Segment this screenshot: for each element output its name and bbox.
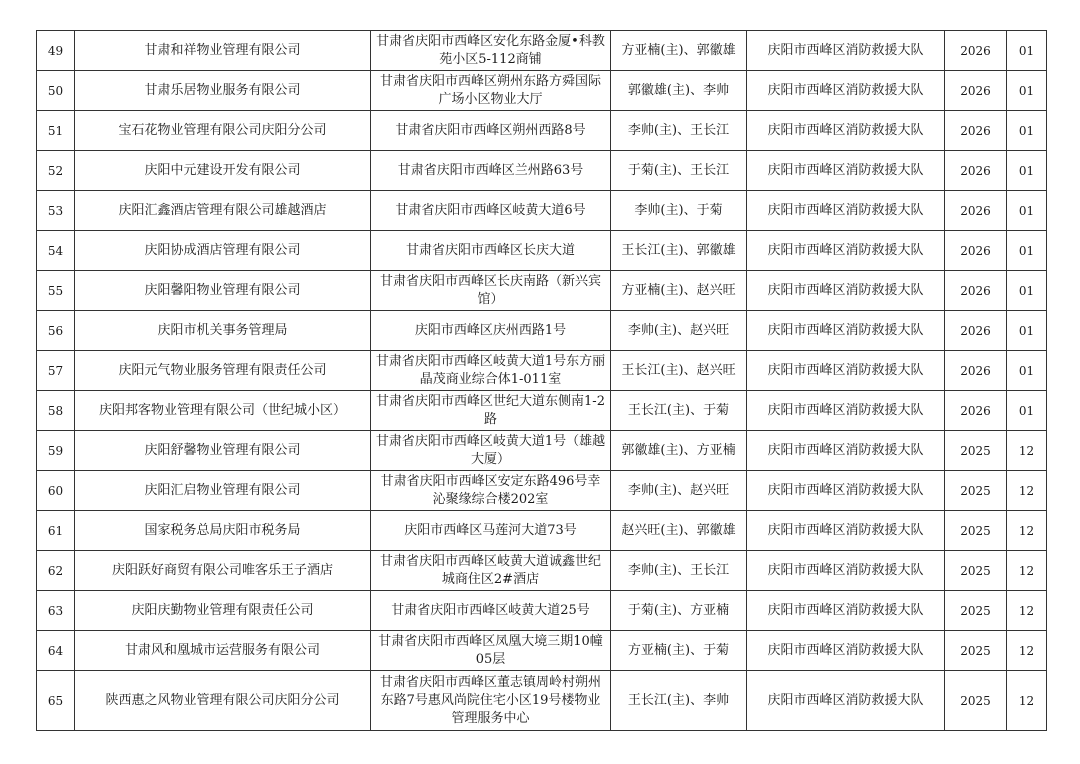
inspection-month-cell: 01 <box>1007 351 1047 391</box>
unit-name-cell: 陕西惠之风物业管理有限公司庆阳分公司 <box>75 671 371 731</box>
inspecting-department-cell: 庆阳市西峰区消防救援大队 <box>747 71 945 111</box>
inspecting-department-cell: 庆阳市西峰区消防救援大队 <box>747 231 945 271</box>
unit-name-cell: 庆阳汇鑫酒店管理有限公司雄越酒店 <box>75 191 371 231</box>
inspecting-department-cell: 庆阳市西峰区消防救援大队 <box>747 671 945 731</box>
inspecting-department-cell: 庆阳市西峰区消防救援大队 <box>747 631 945 671</box>
inspectors-cell: 方亚楠(主)、于菊 <box>611 631 747 671</box>
inspecting-department-cell: 庆阳市西峰区消防救援大队 <box>747 311 945 351</box>
inspectors-cell: 李帅(主)、王长江 <box>611 111 747 151</box>
unit-address-cell: 甘肃省庆阳市西峰区兰州路63号 <box>371 151 611 191</box>
inspection-month-cell: 01 <box>1007 31 1047 71</box>
unit-name-cell: 庆阳市机关事务管理局 <box>75 311 371 351</box>
inspecting-department-cell: 庆阳市西峰区消防救援大队 <box>747 511 945 551</box>
inspection-month-cell: 01 <box>1007 111 1047 151</box>
unit-address-cell: 甘肃省庆阳市西峰区长庆大道 <box>371 231 611 271</box>
inspection-year-cell: 2026 <box>945 391 1007 431</box>
row-number-cell: 53 <box>37 191 75 231</box>
unit-name-cell: 甘肃和祥物业管理有限公司 <box>75 31 371 71</box>
inspectors-cell: 方亚楠(主)、赵兴旺 <box>611 271 747 311</box>
unit-name-cell: 庆阳馨阳物业管理有限公司 <box>75 271 371 311</box>
inspectors-cell: 方亚楠(主)、郭徽雄 <box>611 31 747 71</box>
unit-address-cell: 甘肃省庆阳市西峰区岐黄大道1号东方丽晶茂商业综合体1-011室 <box>371 351 611 391</box>
row-number-cell: 55 <box>37 271 75 311</box>
inspectors-cell: 李帅(主)、王长江 <box>611 551 747 591</box>
inspecting-department-cell: 庆阳市西峰区消防救援大队 <box>747 551 945 591</box>
inspectors-cell: 王长江(主)、李帅 <box>611 671 747 731</box>
unit-name-cell: 庆阳邦客物业管理有限公司（世纪城小区） <box>75 391 371 431</box>
inspecting-department-cell: 庆阳市西峰区消防救援大队 <box>747 351 945 391</box>
unit-address-cell: 庆阳市西峰区马莲河大道73号 <box>371 511 611 551</box>
inspectors-cell: 于菊(主)、王长江 <box>611 151 747 191</box>
inspecting-department-cell: 庆阳市西峰区消防救援大队 <box>747 431 945 471</box>
inspecting-department-cell: 庆阳市西峰区消防救援大队 <box>747 31 945 71</box>
table-row <box>37 591 1047 631</box>
inspection-month-cell: 12 <box>1007 471 1047 511</box>
unit-name-cell: 庆阳汇启物业管理有限公司 <box>75 471 371 511</box>
inspectors-cell: 李帅(主)、赵兴旺 <box>611 311 747 351</box>
unit-address-cell: 甘肃省庆阳市西峰区世纪大道东侧南1-2路 <box>371 391 611 431</box>
unit-address-cell: 甘肃省庆阳市西峰区董志镇周岭村朔州东路7号惠风尚院住宅小区19号楼物业管理服务中心 <box>371 671 611 731</box>
unit-address-cell: 甘肃省庆阳市西峰区安定东路496号幸沁聚缘综合楼202室 <box>371 471 611 511</box>
row-number-cell: 57 <box>37 351 75 391</box>
inspection-table <box>36 30 1047 731</box>
document-page <box>36 30 1046 731</box>
inspectors-cell: 李帅(主)、赵兴旺 <box>611 471 747 511</box>
table-row <box>37 351 1047 391</box>
inspectors-cell: 李帅(主)、于菊 <box>611 191 747 231</box>
inspection-month-cell: 01 <box>1007 71 1047 111</box>
inspecting-department-cell: 庆阳市西峰区消防救援大队 <box>747 591 945 631</box>
inspectors-cell: 赵兴旺(主)、郭徽雄 <box>611 511 747 551</box>
inspection-year-cell: 2026 <box>945 191 1007 231</box>
inspection-month-cell: 01 <box>1007 311 1047 351</box>
unit-name-cell: 庆阳舒馨物业管理有限公司 <box>75 431 371 471</box>
row-number-cell: 65 <box>37 671 75 731</box>
inspection-year-cell: 2026 <box>945 231 1007 271</box>
inspection-year-cell: 2026 <box>945 311 1007 351</box>
inspection-month-cell: 12 <box>1007 551 1047 591</box>
unit-name-cell: 庆阳庆勤物业管理有限责任公司 <box>75 591 371 631</box>
unit-name-cell: 甘肃乐居物业服务有限公司 <box>75 71 371 111</box>
inspection-year-cell: 2025 <box>945 591 1007 631</box>
inspectors-cell: 王长江(主)、于菊 <box>611 391 747 431</box>
inspection-year-cell: 2026 <box>945 111 1007 151</box>
inspection-year-cell: 2025 <box>945 671 1007 731</box>
table-row <box>37 191 1047 231</box>
row-number-cell: 49 <box>37 31 75 71</box>
inspection-month-cell: 01 <box>1007 391 1047 431</box>
row-number-cell: 56 <box>37 311 75 351</box>
inspection-month-cell: 01 <box>1007 231 1047 271</box>
row-number-cell: 62 <box>37 551 75 591</box>
inspectors-cell: 王长江(主)、赵兴旺 <box>611 351 747 391</box>
unit-name-cell: 庆阳协成酒店管理有限公司 <box>75 231 371 271</box>
inspecting-department-cell: 庆阳市西峰区消防救援大队 <box>747 391 945 431</box>
inspection-year-cell: 2026 <box>945 351 1007 391</box>
inspecting-department-cell: 庆阳市西峰区消防救援大队 <box>747 111 945 151</box>
table-row <box>37 431 1047 471</box>
row-number-cell: 50 <box>37 71 75 111</box>
inspection-month-cell: 01 <box>1007 271 1047 311</box>
inspection-year-cell: 2026 <box>945 31 1007 71</box>
row-number-cell: 64 <box>37 631 75 671</box>
unit-name-cell: 宝石花物业管理有限公司庆阳分公司 <box>75 111 371 151</box>
table-row <box>37 631 1047 671</box>
inspection-year-cell: 2025 <box>945 511 1007 551</box>
table-row <box>37 551 1047 591</box>
inspecting-department-cell: 庆阳市西峰区消防救援大队 <box>747 151 945 191</box>
table-row <box>37 151 1047 191</box>
unit-name-cell: 庆阳中元建设开发有限公司 <box>75 151 371 191</box>
table-row <box>37 231 1047 271</box>
table-row <box>37 671 1047 731</box>
row-number-cell: 60 <box>37 471 75 511</box>
inspectors-cell: 郭徽雄(主)、方亚楠 <box>611 431 747 471</box>
inspection-year-cell: 2025 <box>945 631 1007 671</box>
inspection-year-cell: 2026 <box>945 271 1007 311</box>
row-number-cell: 58 <box>37 391 75 431</box>
table-row <box>37 511 1047 551</box>
inspection-year-cell: 2026 <box>945 151 1007 191</box>
inspection-year-cell: 2025 <box>945 551 1007 591</box>
row-number-cell: 61 <box>37 511 75 551</box>
inspecting-department-cell: 庆阳市西峰区消防救援大队 <box>747 471 945 511</box>
unit-name-cell: 国家税务总局庆阳市税务局 <box>75 511 371 551</box>
inspection-month-cell: 12 <box>1007 511 1047 551</box>
table-row <box>37 111 1047 151</box>
table-row <box>37 471 1047 511</box>
inspection-month-cell: 12 <box>1007 671 1047 731</box>
unit-address-cell: 甘肃省庆阳市西峰区长庆南路（新兴宾馆） <box>371 271 611 311</box>
inspection-month-cell: 01 <box>1007 151 1047 191</box>
table-row <box>37 71 1047 111</box>
inspection-year-cell: 2026 <box>945 71 1007 111</box>
inspection-month-cell: 01 <box>1007 191 1047 231</box>
inspection-month-cell: 12 <box>1007 631 1047 671</box>
table-body <box>37 31 1047 731</box>
table-row <box>37 391 1047 431</box>
table-row <box>37 31 1047 71</box>
unit-address-cell: 甘肃省庆阳市西峰区朔州西路8号 <box>371 111 611 151</box>
unit-address-cell: 甘肃省庆阳市西峰区岐黄大道25号 <box>371 591 611 631</box>
unit-address-cell: 甘肃省庆阳市西峰区安化东路金厦•科教苑小区5-112商铺 <box>371 31 611 71</box>
unit-name-cell: 庆阳元气物业服务管理有限责任公司 <box>75 351 371 391</box>
unit-address-cell: 甘肃省庆阳市西峰区岐黄大道诚鑫世纪城商住区2#酒店 <box>371 551 611 591</box>
unit-address-cell: 庆阳市西峰区庆州西路1号 <box>371 311 611 351</box>
unit-name-cell: 庆阳跃好商贸有限公司唯客乐王子酒店 <box>75 551 371 591</box>
inspectors-cell: 郭徽雄(主)、李帅 <box>611 71 747 111</box>
inspectors-cell: 王长江(主)、郭徽雄 <box>611 231 747 271</box>
unit-address-cell: 甘肃省庆阳市西峰区岐黄大道6号 <box>371 191 611 231</box>
inspecting-department-cell: 庆阳市西峰区消防救援大队 <box>747 271 945 311</box>
row-number-cell: 59 <box>37 431 75 471</box>
row-number-cell: 63 <box>37 591 75 631</box>
inspectors-cell: 于菊(主)、方亚楠 <box>611 591 747 631</box>
unit-address-cell: 甘肃省庆阳市西峰区凤凰大境三期10幢05层 <box>371 631 611 671</box>
row-number-cell: 51 <box>37 111 75 151</box>
inspection-year-cell: 2025 <box>945 431 1007 471</box>
row-number-cell: 52 <box>37 151 75 191</box>
unit-name-cell: 甘肃风和凰城市运营服务有限公司 <box>75 631 371 671</box>
row-number-cell: 54 <box>37 231 75 271</box>
unit-address-cell: 甘肃省庆阳市西峰区朔州东路方舜国际广场小区物业大厅 <box>371 71 611 111</box>
inspecting-department-cell: 庆阳市西峰区消防救援大队 <box>747 191 945 231</box>
inspection-year-cell: 2025 <box>945 471 1007 511</box>
inspection-month-cell: 12 <box>1007 591 1047 631</box>
inspection-month-cell: 12 <box>1007 431 1047 471</box>
table-row <box>37 271 1047 311</box>
table-row <box>37 311 1047 351</box>
unit-address-cell: 甘肃省庆阳市西峰区岐黄大道1号（雄越大厦） <box>371 431 611 471</box>
